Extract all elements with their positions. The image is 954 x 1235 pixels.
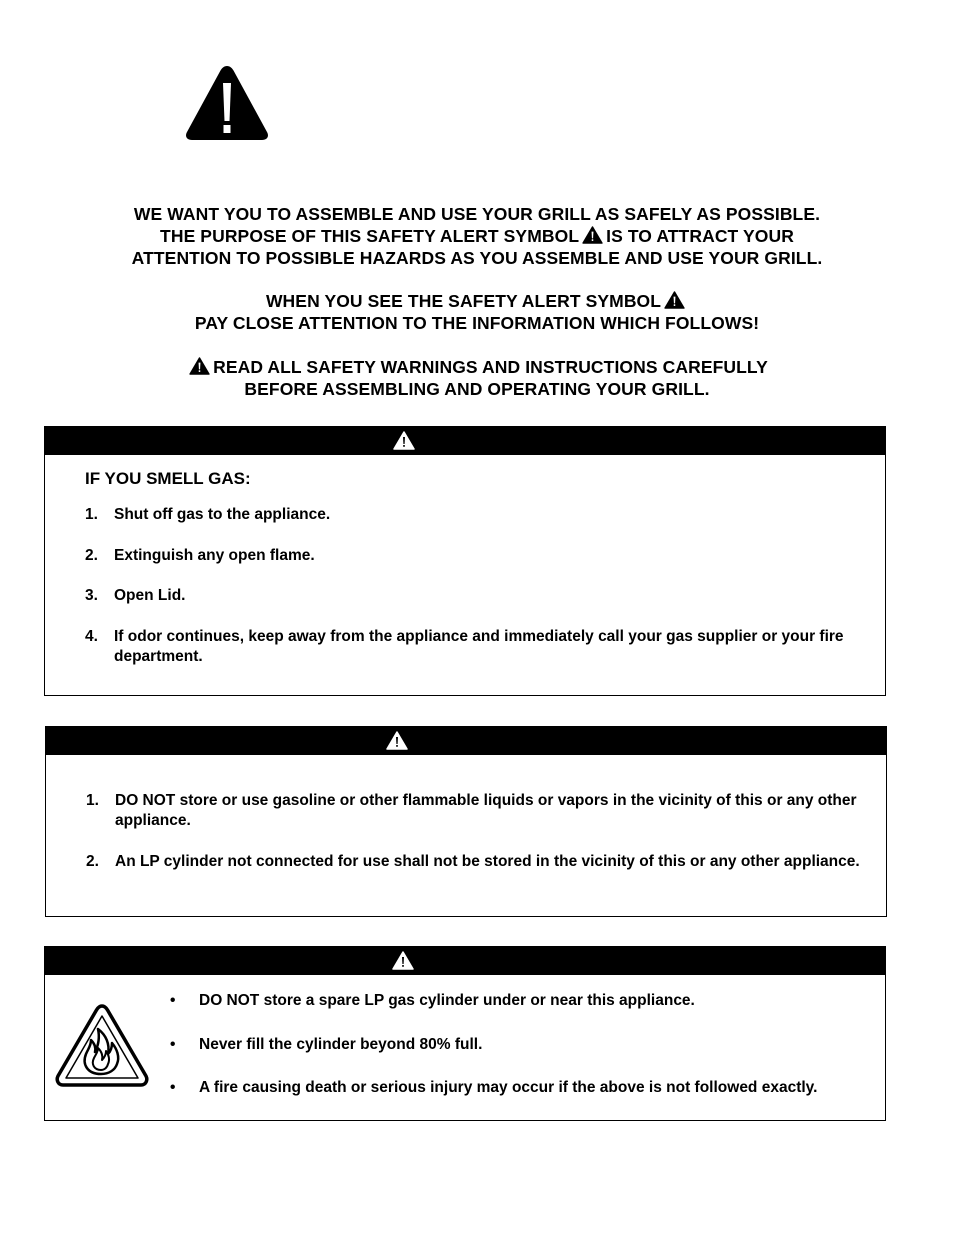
intro-text: IS TO ATTRACT YOUR: [606, 226, 794, 246]
list-item: [85, 546, 865, 566]
item-text: Extinguish any open flame.: [114, 546, 315, 564]
list-item: [86, 791, 866, 831]
safety-alert-icon: [386, 731, 408, 750]
intro-text: WHEN YOU SEE THE SAFETY ALERT SYMBOL: [265, 291, 662, 311]
safety-alert-icon: [664, 291, 685, 309]
item-text: Shut off gas to the appliance.: [114, 506, 331, 523]
intro-line: [0, 290, 954, 312]
danger-header-bar: [45, 427, 885, 455]
intro-line: BEFORE ASSEMBLING AND OPERATING YOUR GRILL.: [244, 379, 710, 399]
list-item: [85, 627, 865, 667]
list-item: [170, 1078, 875, 1098]
intro-paragraph-attention: [0, 290, 954, 334]
list-item: [85, 505, 865, 525]
bullet: •: [170, 992, 176, 1009]
intro-line: ATTENTION TO POSSIBLE HAZARDS AS YOU ASSEMBLE AND USE YOUR GRILL.: [131, 248, 823, 268]
item-text: Never fill the cylinder beyond 80% full.: [199, 1035, 483, 1053]
item-number: 4.: [85, 627, 98, 645]
list-item: [170, 991, 875, 1011]
item-text: If odor continues, keep away from the appliance and immediately call your gas supplier or your fire department.: [114, 627, 844, 665]
intro-line: [0, 356, 954, 378]
safety-alert-icon: [189, 357, 210, 375]
list-item: [85, 586, 865, 606]
list-item: [86, 852, 866, 872]
box-heading: IF YOU SMELL GAS:: [85, 469, 251, 488]
safety-alert-icon: [393, 431, 415, 450]
item-number: 2.: [85, 546, 98, 564]
warning-box-fire: [44, 946, 886, 1121]
bullet: •: [170, 1079, 176, 1096]
item-text: DO NOT store a spare LP gas cylinder under or near this appliance.: [199, 992, 695, 1009]
intro-paragraph-purpose: [0, 203, 954, 269]
safety-alert-icon: [392, 951, 414, 970]
bullet: •: [170, 1035, 176, 1053]
item-number: 3.: [85, 587, 98, 604]
fire-warnings: [170, 991, 875, 1122]
warning-header-bar: [45, 947, 885, 975]
danger-box-gas-smell: [44, 426, 886, 696]
intro-line: [0, 225, 954, 247]
item-text: A fire causing death or serious injury may occur if the above is not followed exactly.: [199, 1079, 818, 1096]
intro-text: READ ALL SAFETY WARNINGS AND INSTRUCTIONS CAREFULLY: [213, 357, 768, 377]
intro-line: WE WANT YOU TO ASSEMBLE AND USE YOUR GRILL AS SAFELY AS POSSIBLE.: [133, 204, 821, 224]
warning-header-bar: [46, 727, 886, 755]
intro-paragraph-read-warnings: [0, 356, 954, 400]
warning-box-storage: [45, 726, 887, 917]
item-number: 2.: [86, 852, 99, 870]
warning-triangle-icon: [183, 63, 271, 143]
item-text: Open Lid.: [114, 587, 186, 604]
storage-warnings: [86, 791, 866, 892]
list-item: [170, 1035, 875, 1055]
flammable-fire-icon: [54, 1002, 150, 1089]
intro-text: THE PURPOSE OF THIS SAFETY ALERT SYMBOL: [160, 226, 580, 246]
item-number: 1.: [85, 506, 98, 523]
item-text: An LP cylinder not connected for use shall not be stored in the vicinity of this or any other appliance.: [115, 852, 860, 870]
item-number: 1.: [86, 792, 99, 809]
item-text: DO NOT store or use gasoline or other flammable liquids or vapors in the vicinity of this or any other appliance.: [115, 792, 857, 829]
gas-smell-steps: [85, 505, 865, 687]
safety-alert-icon: [582, 226, 603, 244]
intro-line: PAY CLOSE ATTENTION TO THE INFORMATION WHICH FOLLOWS!: [194, 313, 760, 333]
